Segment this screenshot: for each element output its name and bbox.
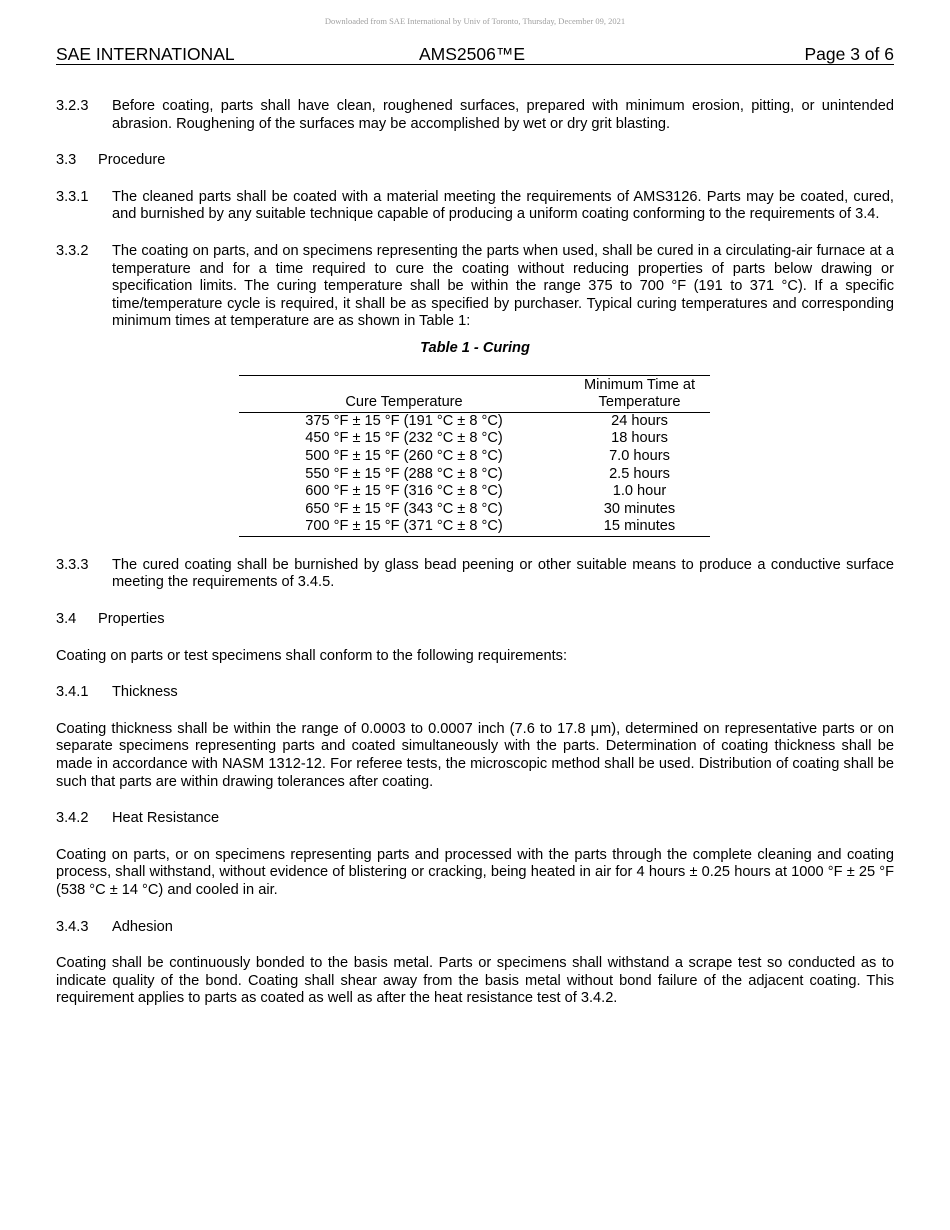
minimum-time-cell: 1.0 hour (612, 483, 667, 500)
section-3-3-3 (56, 557, 894, 592)
table-row (239, 501, 710, 519)
minimum-time-cell: 30 minutes (603, 500, 676, 517)
cure-temperature-cell: 550 °F ± 15 °F (288 °C ± 8 °C) (305, 465, 503, 482)
table-row (239, 518, 710, 536)
section-number: 3.3.1 (56, 188, 89, 205)
section-number: 3.2.3 (56, 98, 89, 114)
minimum-time-cell: 15 minutes (603, 518, 676, 535)
page-header (56, 44, 894, 65)
download-watermark: Downloaded from SAE International by Univ of Toronto, Thursday, December 09, 2021 (324, 16, 626, 26)
section-title: Procedure (98, 152, 166, 169)
section-title: Thickness (112, 684, 178, 701)
section-3-4-3-heading (56, 919, 894, 937)
section-number: 3.3 (56, 152, 77, 169)
table-row (239, 466, 710, 484)
table-row (239, 430, 710, 448)
section-number: 3.3.2 (56, 242, 89, 259)
section-3-4-1-heading (56, 684, 894, 702)
minimum-time-cell: 7.0 hours (609, 447, 670, 464)
section-number: 3.4.2 (56, 810, 89, 827)
section-3-2-3 (56, 98, 894, 133)
section-text: The cured coating shall be burnished by glass bead peening or other suitable means to produce a conductive surface meeting the requirements of 3.4.5. (112, 556, 894, 591)
table-row (239, 448, 710, 466)
column-header-minimum-time: Minimum Time at Temperature (569, 375, 710, 412)
minimum-time-cell: 18 hours (611, 430, 668, 447)
section-number: 3.4.1 (56, 684, 89, 701)
column-header-cure-temperature: Cure Temperature (239, 375, 569, 412)
table-row (239, 483, 710, 501)
section-3-4-2-text: Coating on parts, or on specimens representing parts and processed with the parts through the complete cleaning and coating process, shall withstand, without evidence of blistering or cracking, being heated in air for 4 hours ± 0.25 hours at 1000 °F ± 25 °F (538 °C ± 14 °C) and cooled in air. (56, 846, 894, 898)
table-header-row (239, 375, 710, 412)
header-organization: SAE INTERNATIONAL (56, 44, 235, 64)
section-number: 3.4 (56, 611, 77, 628)
section-text: Before coating, parts shall have clean, roughened surfaces, prepared with minimum erosion, pitting, or unintended abrasion. Roughening of the surfaces may be accomplished by wet or dry grit blasting. (112, 98, 894, 132)
section-3-3-2 (56, 243, 894, 331)
cure-temperature-cell: 700 °F ± 15 °F (371 °C ± 8 °C) (305, 518, 503, 535)
section-3-3-heading (56, 152, 894, 170)
section-3-3-1 (56, 189, 894, 224)
cure-temperature-cell: 450 °F ± 15 °F (232 °C ± 8 °C) (305, 430, 503, 447)
header-document-number: AMS2506™E (419, 44, 526, 64)
section-number: 3.4.3 (56, 918, 89, 935)
minimum-time-cell: 24 hours (611, 412, 668, 429)
cure-temperature-cell: 375 °F ± 15 °F (191 °C ± 8 °C) (305, 412, 503, 429)
section-title: Properties (98, 611, 165, 628)
section-text: The cleaned parts shall be coated with a material meeting the requirements of AMS3126. Parts may be coated, cured, and burnished by any suitable technique capable of producing a uniform coating conforming to the requirements of 3.4. (112, 188, 894, 223)
minimum-time-cell: 2.5 hours (609, 465, 670, 482)
section-title: Heat Resistance (112, 810, 220, 827)
cure-temperature-cell: 650 °F ± 15 °F (343 °C ± 8 °C) (305, 500, 503, 517)
section-text: The coating on parts, and on specimens representing the parts when used, shall be cured in a circulating-air furnace at a temperature and for a time required to cure the coating without reducing properties of parts below drawing or specification limits. The curing temperature shall be within the range 375 to 700 °F (191 to 371 °C). If a specific time/temperature cycle is required, it shall be as specified by purchaser. Typical curing temperatures and corresponding minimum times at temperature are as shown in Table 1: (112, 242, 894, 330)
cure-temperature-cell: 500 °F ± 15 °F (260 °C ± 8 °C) (305, 447, 503, 464)
section-3-4-heading (56, 611, 894, 629)
section-3-4-1-text: Coating thickness shall be within the range of 0.0003 to 0.0007 inch (7.6 to 17.8 μm), determined on representative parts or on separate specimens representing parts and coated simultaneously with the parts. Determination of coating thickness shall be made in accordance with NASM 1312-12. For referee tests, the microscopic method shall be used. Distribution of coating shall be such that parts are within drawing tolerances after coating. (56, 720, 894, 790)
header-page-number: Page 3 of 6 (804, 44, 894, 64)
section-3-4-intro: Coating on parts or test specimens shall conform to the following requirements: (56, 647, 568, 664)
section-title: Adhesion (112, 918, 173, 935)
section-3-4-2-heading (56, 810, 894, 828)
table-caption: Table 1 - Curing (420, 339, 530, 356)
cure-temperature-cell: 600 °F ± 15 °F (316 °C ± 8 °C) (305, 483, 503, 500)
table-row (239, 412, 710, 430)
curing-table (239, 375, 710, 537)
document-body (56, 98, 894, 1027)
section-3-4-3-text: Coating shall be continuously bonded to the basis metal. Parts or specimens shall withstand a scrape test so conducted as to indicate quality of the bond. Coating shall shear away from the basis metal without bond failure of the adjacent coating. This requirement applies to parts as coated as well as after the heat resistance test of 3.4.2. (56, 955, 894, 1007)
section-number: 3.3.3 (56, 556, 89, 573)
